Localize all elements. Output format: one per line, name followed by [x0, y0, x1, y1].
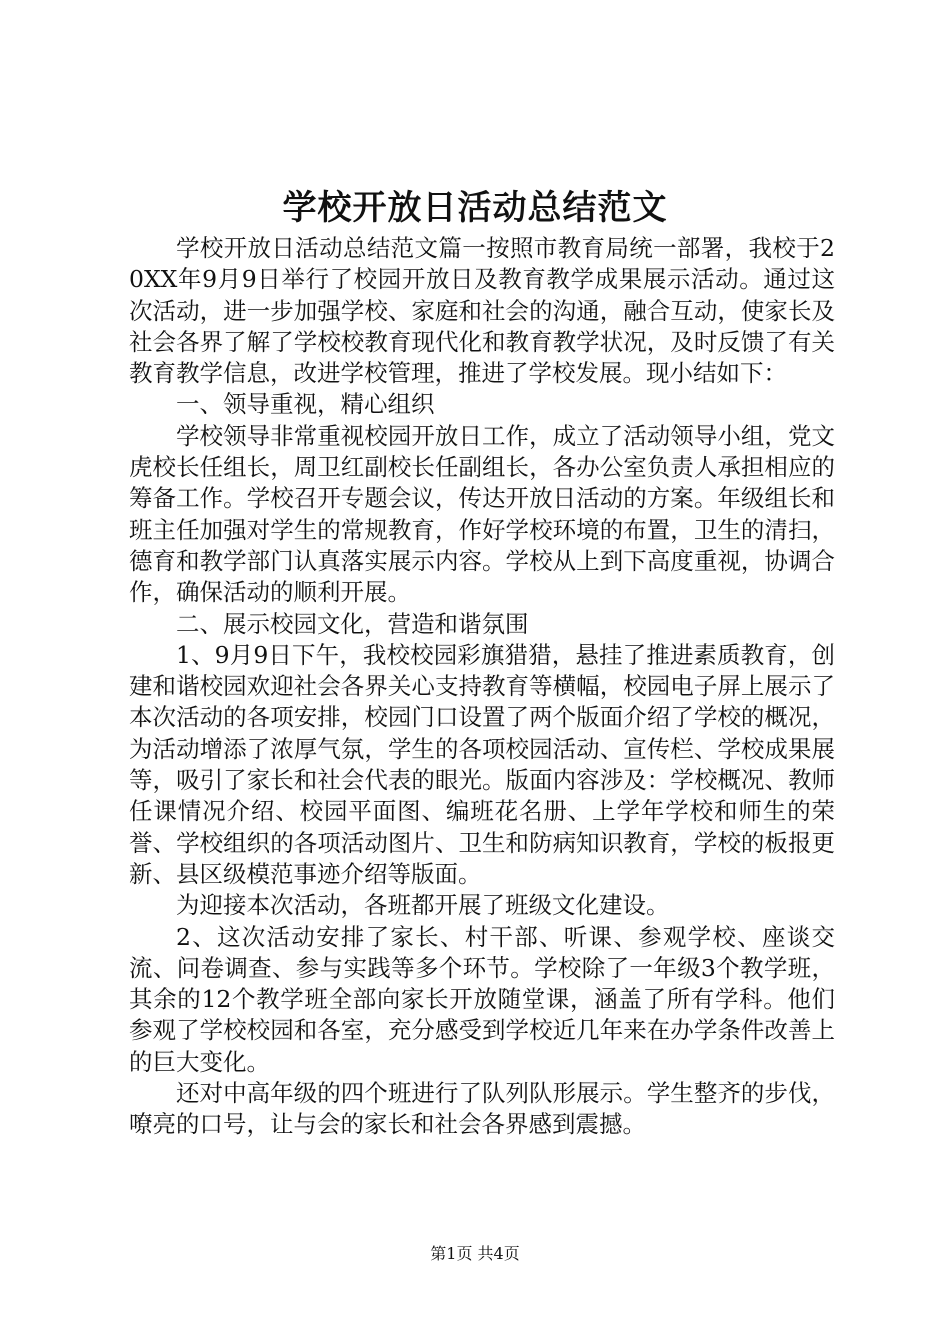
document-title: 学校开放日活动总结范文	[282, 188, 668, 228]
paragraph-campus-culture: 1、9月9日下午，我校校园彩旗猎猎，悬挂了推进素质教育，创建和谐校园欢迎社会各界关心支持教育等横幅，校园电子屏上展示了本次活动的各项安排，校园门口设置了两个版面介绍了学校的概况，为活动增添了浓厚气氛，学生的各项校园活动、宣传栏、学校成果展等，吸引了家长和社会代表的眼光。版面内容涉及：学校概况、教师任课情况介绍、校园平面图、编班花名册、上学年学校和师生的荣誉、学校组织的各项活动图片、卫生和防病知识教育，学校的板报更新、县区级模范事迹介绍等版面。	[129, 640, 835, 888]
section-heading-2: 二、展示校园文化，营造和谐氛围	[176, 609, 529, 638]
paragraph-activities: 2、这次活动安排了家长、村干部、听课、参观学校、座谈交流、问卷调查、参与实践等多个环节。学校除了一年级3个教学班，其余的12个教学班全部向家长开放随堂课，涵盖了所有学科。他们参观了学校校园和各室，充分感受到学校近几年来在办学条件改善上的巨大变化。	[129, 922, 835, 1076]
section-heading-1: 一、领导重视，精心组织	[176, 390, 435, 419]
paragraph-intro: 学校开放日活动总结范文篇一按照市教育局统一部署，我校于20XX年9月9日举行了校园开放日及教育教学成果展示活动。通过这次活动，进一步加强学校、家庭和社会的沟通，融合互动，使家长及社会各界了解了学校校教育现代化和教育教学状况，及时反馈了有关教育教学信息，改进学校管理，推进了学校发展。现小结如下：	[129, 234, 835, 388]
paragraph-class-culture: 为迎接本次活动，各班都开展了班级文化建设。	[176, 891, 670, 920]
paragraph-drill: 还对中高年级的四个班进行了队列队形展示。学生整齐的步伐，嘹亮的口号，让与会的家长和社会各界感到震撼。	[129, 1079, 835, 1139]
document-body	[129, 233, 835, 1141]
paragraph-leadership: 学校领导非常重视校园开放日工作，成立了活动领导小组，党文虎校长任组长，周卫红副校长任副组长，各办公室负责人承担相应的筹备工作。学校召开专题会议，传达开放日活动的方案。年级组长和班主任加强对学生的常规教育，作好学校环境的布置，卫生的清扫，德育和教学部门认真落实展示内容。学校从上到下高度重视，协调合作，确保活动的顺利开展。	[129, 421, 835, 607]
page-number: 第1页 共4页	[430, 1244, 520, 1263]
